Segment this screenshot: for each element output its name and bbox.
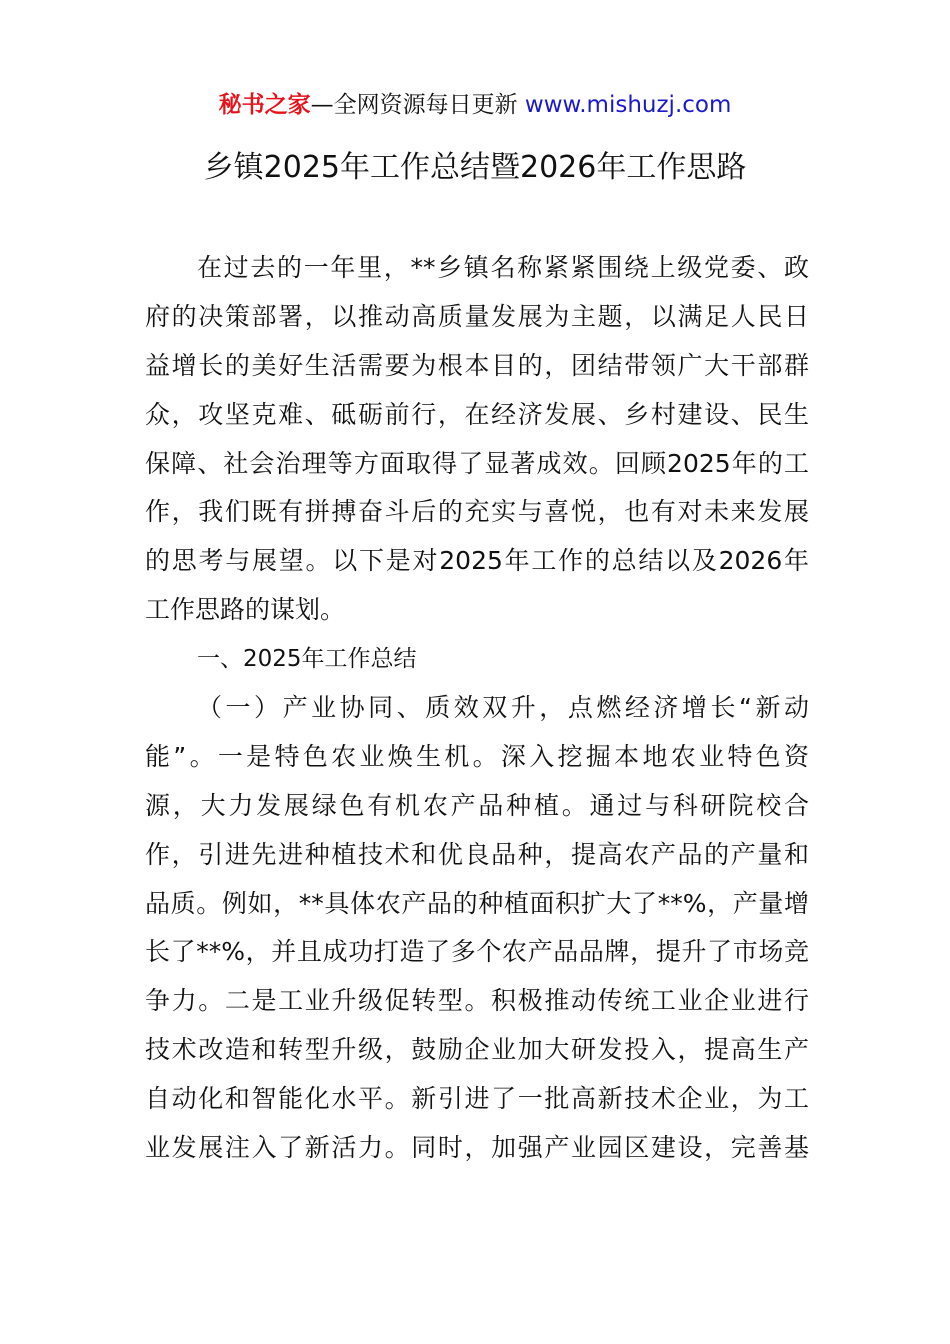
paragraph-line: 工作思路的谋划。 xyxy=(145,595,346,625)
paragraph-line: 品质。例如，**具体农产品的种植面积扩大了**%，产量增 xyxy=(145,888,809,918)
paragraph-line: 作，引进先进种植技术和优良品种，提高农产品的产量和 xyxy=(145,839,809,869)
paragraph-line: （一）产业协同、质效双升，点燃经济增长“新动 xyxy=(197,693,809,723)
paragraph-line: 保障、社会治理等方面取得了显著成效。回顾2025年的工 xyxy=(145,448,809,478)
paragraph-line: 众，攻坚克难、砥砺前行，在经济发展、乡村建设、民生 xyxy=(145,399,809,429)
document-title: 乡镇2025年工作总结暨2026年工作思路 xyxy=(203,150,747,185)
paragraph-line: 长了**%，并且成功打造了多个农产品品牌，提升了市场竞 xyxy=(145,937,809,967)
paragraph-line: 在过去的一年里，**乡镇名称紧紧围绕上级党委、政 xyxy=(197,253,809,282)
paragraph-line: 作，我们既有拼搏奋斗后的充实与喜悦，也有对未来发展 xyxy=(145,497,809,527)
header-tagline: —全网资源每日更新 xyxy=(310,92,525,118)
paragraph-line: 益增长的美好生活需要为根本目的，团结带领广大干部群 xyxy=(145,350,809,380)
site-url[interactable]: www.mishuzj.com xyxy=(524,92,732,118)
paragraph-line: 能”。一是特色农业焕生机。深入挖掘本地农业特色资 xyxy=(145,741,809,771)
paragraph-line: 府的决策部署，以推动高质量发展为主题，以满足人民日 xyxy=(145,301,809,331)
paragraph-line: 业发展注入了新活力。同时，加强产业园区建设，完善基 xyxy=(145,1133,809,1163)
section-heading: 一、2025年工作总结 xyxy=(197,646,417,673)
paragraph-line: 自动化和智能化水平。新引进了一批高新技术企业，为工 xyxy=(145,1084,809,1114)
document-body xyxy=(145,244,809,1173)
brand-name: 秘书之家 xyxy=(218,92,311,118)
paragraph-line: 的思考与展望。以下是对2025年工作的总结以及2026年 xyxy=(145,546,809,576)
paragraph-line: 争力。二是工业升级促转型。积极推动传统工业企业进行 xyxy=(145,986,809,1016)
paragraph-line: 源，大力发展绿色有机农产品种植。通过与科研院校合 xyxy=(145,790,809,820)
paragraph-line: 技术改造和转型升级，鼓励企业加大研发投入，提高生产 xyxy=(145,1035,809,1065)
site-header xyxy=(0,88,950,122)
